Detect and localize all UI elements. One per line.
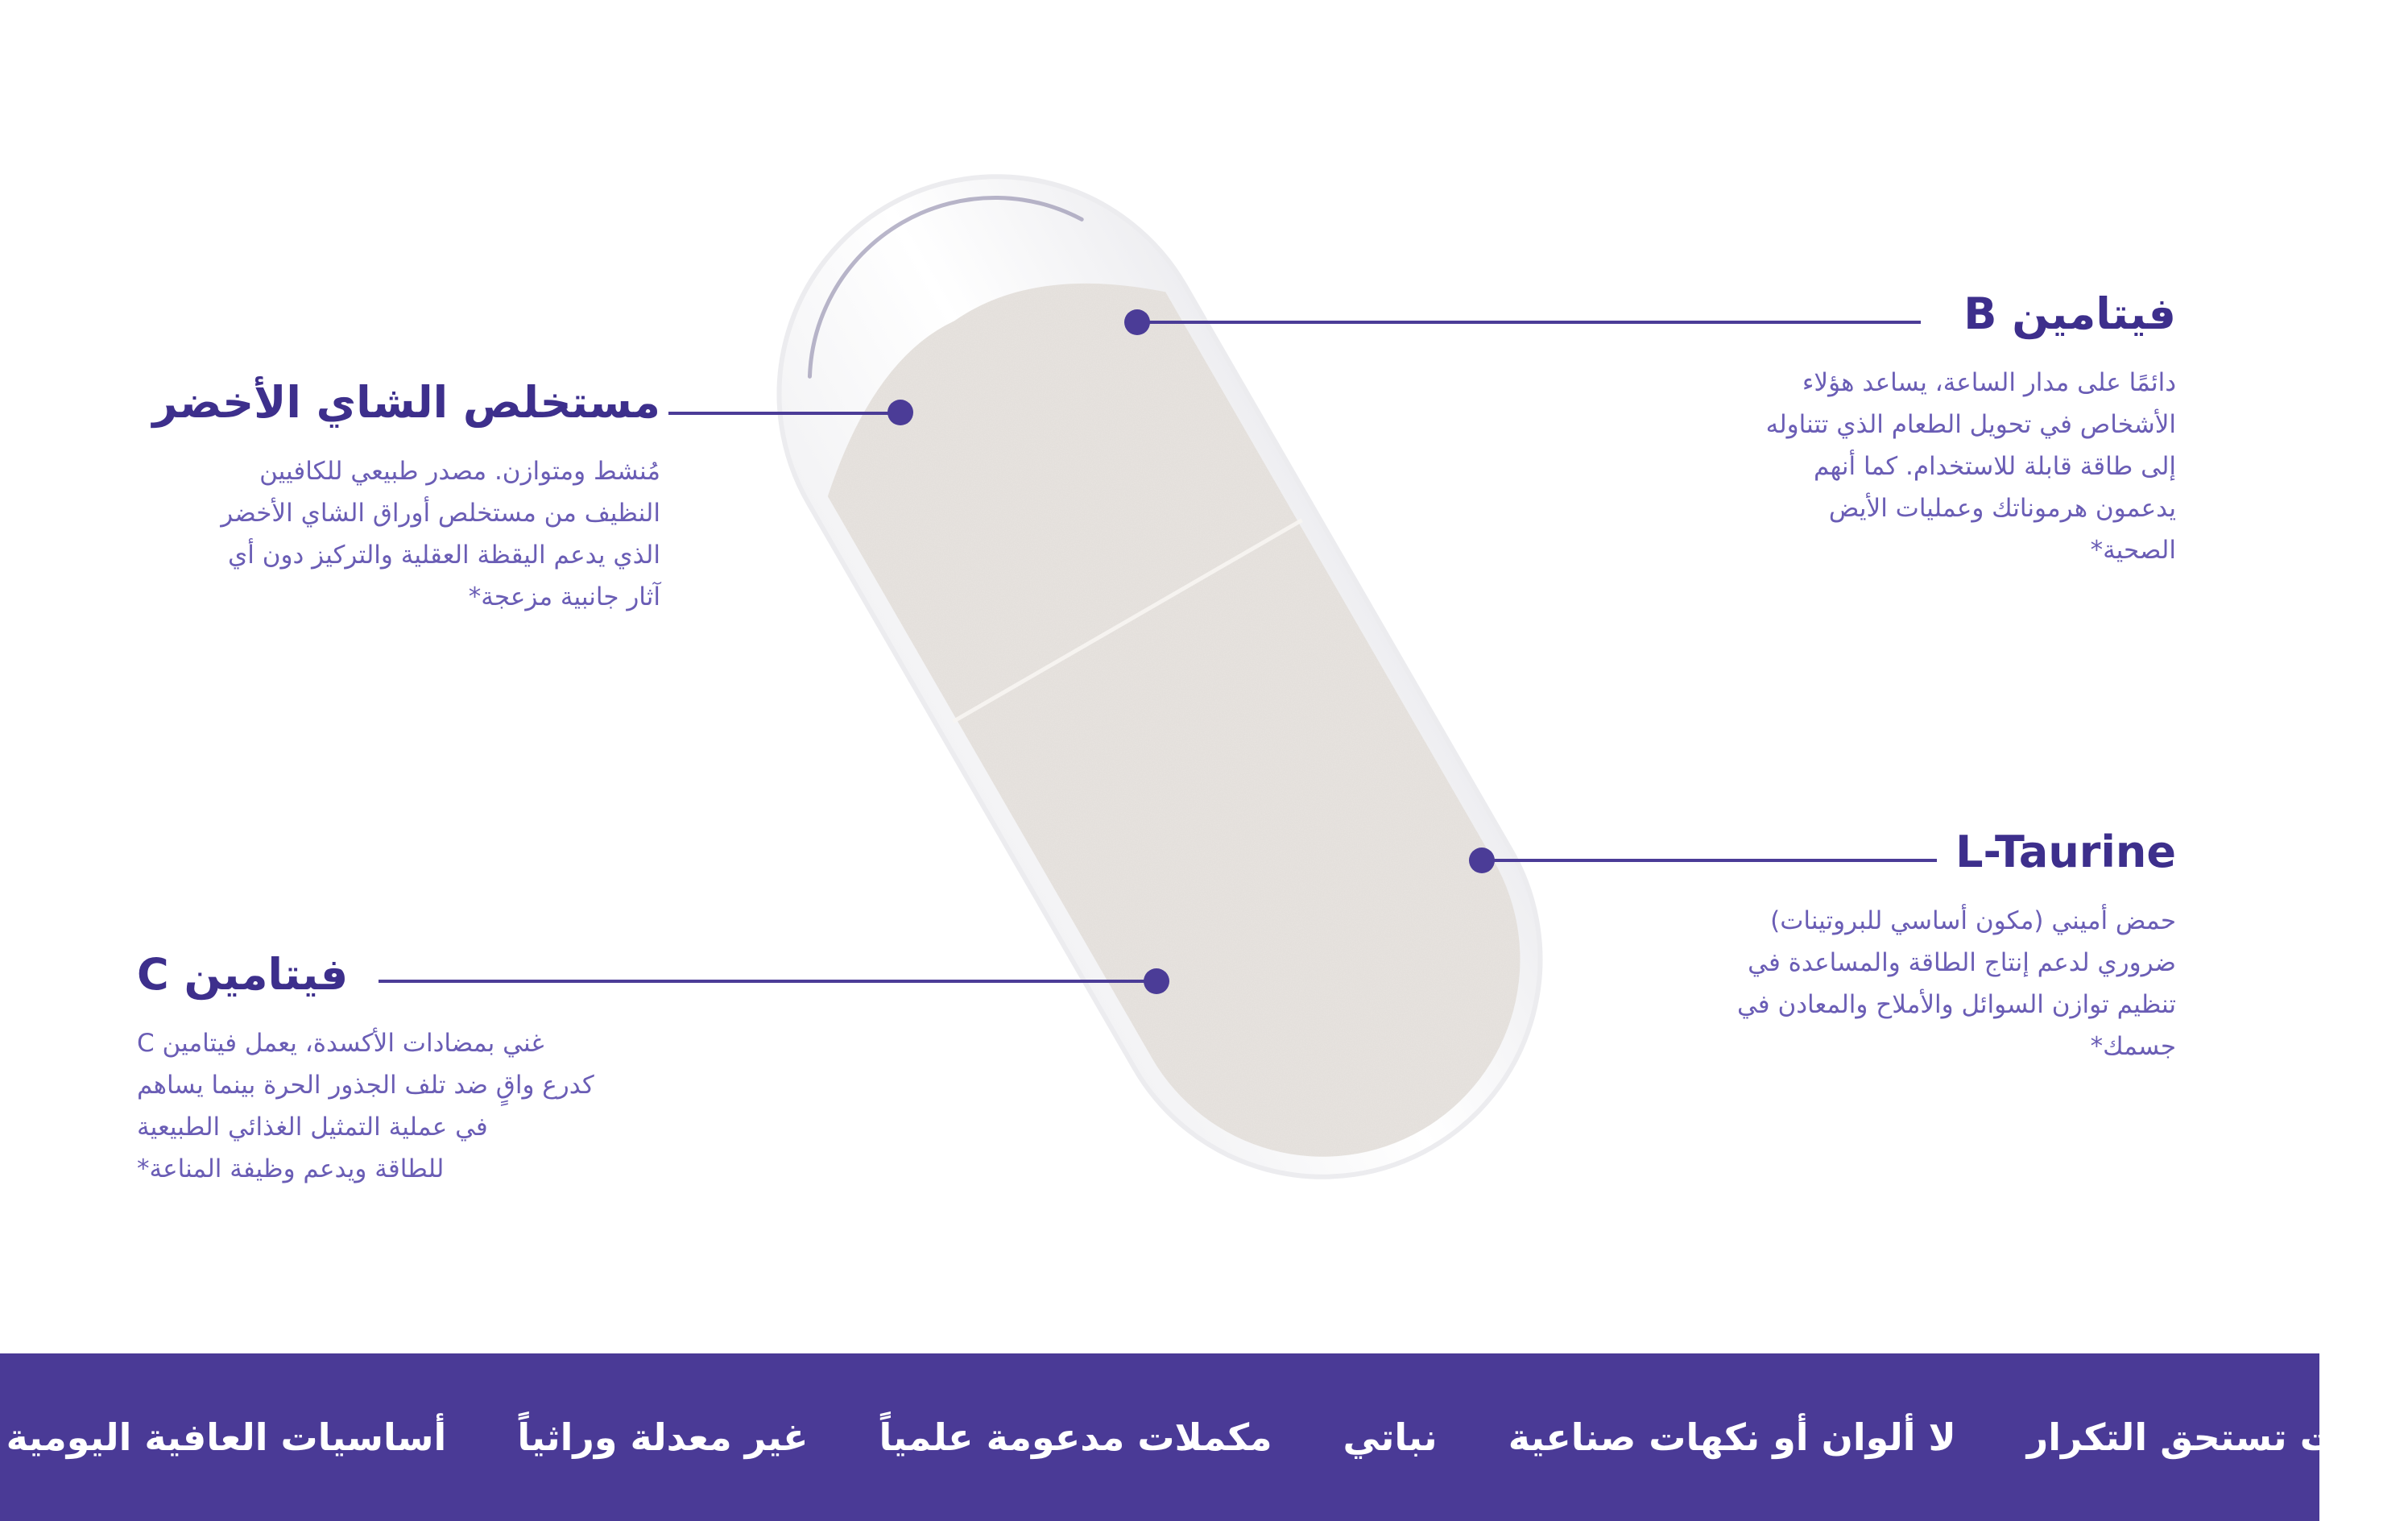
ingredient-green-tea	[137, 379, 660, 618]
ingredient-vitamin-c	[137, 951, 660, 1190]
description-line: دائمًا على مدار الساعة، يساعد هؤلاء	[1802, 368, 2176, 398]
l-taurine-connector	[1490, 859, 1937, 862]
vitamin-b-title: فيتامين B	[1963, 288, 2176, 339]
features-banner	[0, 1353, 2408, 1521]
description-line: الصحية*	[2090, 536, 2176, 566]
description-line: مُنشط ومتوازن. مصدر طبيعي للكافيين	[259, 457, 660, 487]
vitamin-b-description	[1675, 362, 2176, 571]
description-line: ضروري لدعم إنتاج الطاقة والمساعدة في	[1748, 948, 2176, 978]
description-line: الأشخاص في تحويل الطعام الذي تتناوله	[1765, 410, 2176, 440]
banner-item: نباتي	[1343, 1415, 1438, 1459]
green-tea-description	[137, 450, 660, 618]
description-line: النظيف من مستخلص أوراق الشاي الأخضر	[221, 499, 660, 528]
description-line: تنظيم توازن السوائل والأملاح والمعادن في	[1736, 990, 2176, 1020]
description-line: إلى طاقة قابلة للاستخدام. كما أنهم	[1814, 452, 2176, 482]
vitamin-c-dot	[1144, 968, 1169, 994]
banner-item: غير معدلة وراثياً	[517, 1415, 809, 1459]
l-taurine-description	[1675, 900, 2176, 1067]
banner-item: مكملات مدعومة علمياً	[879, 1415, 1272, 1459]
description-line: حمض أميني (مكون أساسي للبروتينات)	[1770, 906, 2176, 936]
description-line: جسمك*	[2090, 1032, 2176, 1062]
vitamin-b-dot	[1124, 309, 1150, 335]
description-line: غني بمضادات الأكسدة، يعمل فيتامين C	[137, 1029, 544, 1059]
banner-item: أساسيات العافية اليومية	[6, 1415, 447, 1459]
ingredient-l-taurine	[1675, 828, 2176, 1067]
ingredient-vitamin-b	[1675, 290, 2176, 571]
banner-item: عادات تستحق التكرار	[2026, 1415, 2408, 1459]
description-line: كدرع واقٍ ضد تلف الجذور الحرة بينما يساهم	[137, 1071, 594, 1100]
green-tea-connector	[668, 412, 902, 415]
description-line: آثار جانبية مزعجة*	[468, 582, 660, 612]
description-line: الذي يدعم اليقظة العقلية والتركيز دون أي	[228, 541, 660, 570]
vitamin-c-description	[137, 1022, 660, 1190]
description-line: يدعمون هرموناتك وعمليات الأيض	[1828, 494, 2176, 524]
vitamin-c-title: فيتامين C	[137, 949, 349, 1000]
description-line: للطاقة ويدعم وظيفة المناعة*	[137, 1154, 445, 1184]
green-tea-dot	[887, 400, 913, 425]
l-taurine-title: L-Taurine	[1955, 827, 2176, 877]
l-taurine-dot	[1469, 848, 1495, 873]
vitamin-c-connector	[379, 980, 1156, 983]
vitamin-b-connector	[1144, 321, 1921, 324]
banner-track	[0, 1353, 2408, 1521]
description-line: في عملية التمثيل الغذائي الطبيعية	[137, 1113, 488, 1142]
banner-item: لا ألوان أو نكهات صناعية	[1508, 1415, 1956, 1459]
green-tea-title: مستخلص الشاي الأخضر	[152, 377, 660, 428]
